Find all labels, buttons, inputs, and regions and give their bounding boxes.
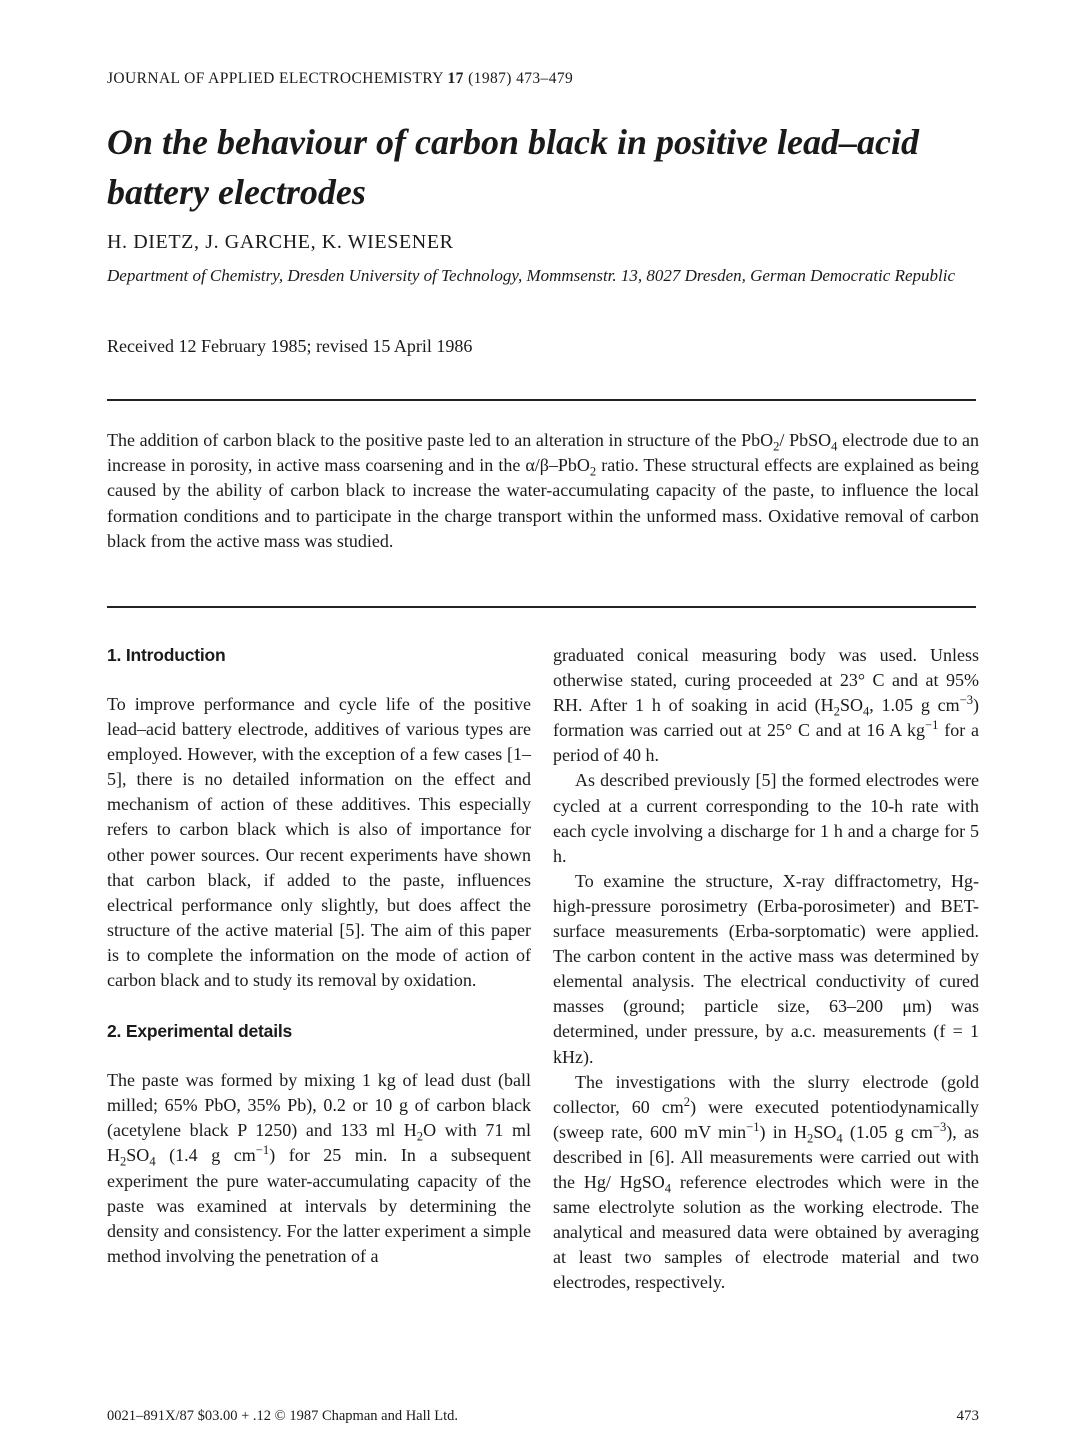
right-column	[553, 643, 979, 1295]
structure-paragraph: To examine the structure, X-ray diffractometry, Hg-high-pressure porosimetry (Erba-porosimeter) and BET-surface measurements (Erba-sorptomatic) were applied. The carbon content in the active mass was determined by elemental analysis. The electrical conductivity of cured masses (ground; particle size, 63–200 μm) was determined, under pressure, by a.c. measurements (f = 1 kHz).	[553, 870, 979, 1067]
journal-volume: 17	[447, 70, 464, 87]
received-dates: Received 12 February 1985; revised 15 April 1986	[107, 336, 473, 356]
introduction-paragraph: To improve performance and cycle life of the positive lead–acid battery electrode, additives of various types are employed. However, with the exception of a few cases [1–5], there is no detailed information on the effect and mechanism of action of these additives. This especially refers to carbon black which is also of importance for other power sources. Our recent experiments have shown that carbon black, if added to the paste, influences electrical performance only slightly, but does affect the structure of the active material [5]. The aim of this paper is to complete the information on the mode of action of carbon black and to study its removal by oxidation.	[107, 694, 531, 991]
slurry-electrode-paragraph: The investigations with the slurry electrode (gold collector, 60 $cm^2$) were executed potentiodynamically (sweep rate, 600 mV $\min^{-1}$) in $H_2SO_4$ (1.05 g $cm^{-3}$), as described in [6]. All measurements were carried out with the Hg/ HgSO$_4$ reference electrodes which were in the same electrolyte solution as the working electrode. The analytical and measured data were obtained by averaging at least two samples of electrode material and two electrodes, respectively.	[553, 1071, 979, 1293]
experimental-paragraph: The paste was formed by mixing 1 kg of lead dust (ball milled; 65% PbO, 35% Pb), 0.2 or 10 g of carbon black (acetylene black P 1250) and 133 ml $H_2O$ with 71 ml $H_2SO_4$ (1.4 g $cm^{-1}$) for 25 min. In a subsequent experiment the pure water-accumulating capacity of the paste was examined at intervals by determining the density and consistency. For the latter experiment a simple method involving the penetration of a	[107, 1070, 531, 1266]
cycling-paragraph: As described previously [5] the formed electrodes were cycled at a current corresponding to the 10-h rate with each cycle involving a discharge for 1 h and a charge for 5 h.	[553, 770, 979, 866]
journal-header	[107, 70, 573, 88]
journal-name: JOURNAL OF APPLIED ELECTROCHEMISTRY	[107, 70, 444, 87]
section-heading-introduction: 1. Introduction	[107, 645, 226, 665]
top-divider	[107, 399, 976, 401]
affiliation: Department of Chemistry, Dresden University of Technology, Mommsenstr. 13, 8027 Dresden, German Democratic Republic	[107, 266, 955, 285]
left-column	[107, 643, 531, 1269]
article-title: On the behaviour of carbon black in positive lead–acid battery electrodes	[107, 122, 919, 212]
bottom-divider	[107, 606, 976, 608]
page-number: 473	[956, 1408, 979, 1424]
section-heading-experimental: 2. Experimental details	[107, 1021, 293, 1042]
curing-paragraph: graduated conical measuring body was used. Unless otherwise stated, curing proceeded at 23° C and at 95% RH. After 1 h of soaking in acid ($H_2SO_4$, 1.05 g $cm^{-3}$) formation was carried out at 25° C and at 16 A $kg^{-1}$ for a period of 40 h.	[553, 645, 980, 766]
abstract: The addition of carbon black to the positive paste led to an alteration in structure of the PbO$_2$/ PbSO$_4$ electrode due to an increase in porosity, in active mass coarsening and in the α/β–PbO$_2$ ratio. These structural effects are explained as being caused by the ability of carbon black to increase the water-accumulating capacity of the paste, to influence the local formation conditions and to participate in the charge transport within the unformed mass. Oxidative removal of carbon black from the active mass was studied.	[107, 430, 979, 551]
copyright-line: 0021–891X/87 $03.00 + .12 © 1987 Chapman and Hall Ltd.	[107, 1408, 459, 1424]
journal-year-pages: (1987) 473–479	[468, 70, 574, 87]
author-list: H. DIETZ, J. GARCHE, K. WIESENER	[107, 231, 454, 253]
